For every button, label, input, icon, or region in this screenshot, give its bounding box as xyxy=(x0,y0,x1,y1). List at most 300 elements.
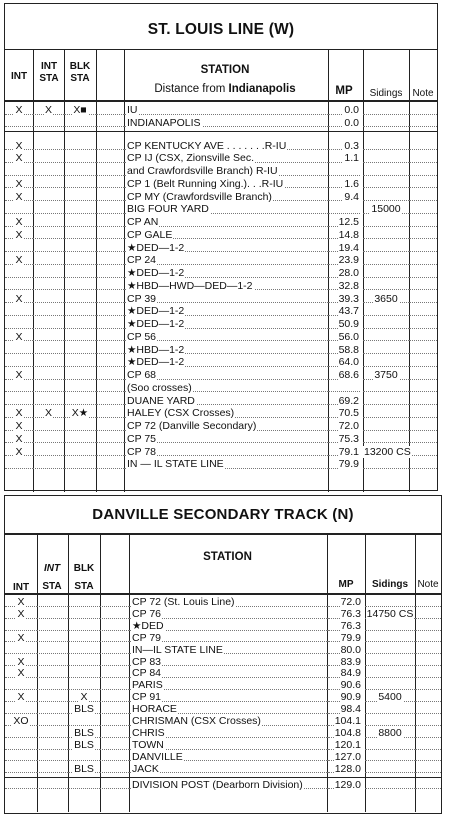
cell-sidings xyxy=(363,104,409,117)
table-row xyxy=(5,645,441,657)
cell-int-sta xyxy=(33,229,64,242)
dotted-leader xyxy=(409,187,437,188)
dotted-leader xyxy=(100,606,129,607)
dotted-leader xyxy=(68,618,100,619)
dotted-leader xyxy=(37,677,68,678)
cell-mp xyxy=(328,242,360,255)
dotted-leader xyxy=(64,353,96,354)
cell-sidings xyxy=(363,140,409,153)
dotted-leader xyxy=(33,340,64,341)
dotted-leader xyxy=(365,725,415,726)
dotted-leader xyxy=(363,114,409,115)
dotted-leader xyxy=(64,379,96,380)
table-row xyxy=(5,621,441,633)
cell-blk-sta xyxy=(68,740,100,752)
cell-sidings-text: 3750 xyxy=(374,369,398,381)
cell-mp-text: 14.8 xyxy=(338,228,359,241)
dotted-leader xyxy=(37,606,68,607)
cell-station-text: CP 24 xyxy=(127,254,156,267)
cell-mp xyxy=(328,369,360,382)
cell-int xyxy=(5,740,37,752)
col-header-blk-sta-1: BLK xyxy=(73,563,95,574)
cell-blk-sta-text: BLS xyxy=(74,762,94,775)
cell-sidings xyxy=(363,117,409,130)
dotted-leader xyxy=(100,725,129,726)
table-row xyxy=(5,305,437,318)
cell-mp-text: 129.0 xyxy=(334,778,361,791)
cell-station xyxy=(124,331,330,344)
dotted-leader xyxy=(409,442,437,443)
dotted-leader xyxy=(33,251,64,252)
dotted-leader xyxy=(37,665,68,666)
table-row xyxy=(5,609,441,621)
cell-int-text: X xyxy=(15,190,23,203)
cell-blank xyxy=(96,242,124,255)
dotted-leader xyxy=(33,315,64,316)
cell-int xyxy=(5,716,37,728)
cell-station-text: HALEY (CSX Crosses) xyxy=(127,407,235,420)
dotted-leader xyxy=(64,328,96,329)
cell-blank xyxy=(100,633,129,645)
dotted-leader xyxy=(64,315,96,316)
header-divider xyxy=(5,100,437,102)
cell-station xyxy=(124,254,330,267)
cell-blank xyxy=(100,680,129,692)
dotted-leader xyxy=(409,328,437,329)
cell-station-text: DANVILLE xyxy=(132,751,183,763)
cell-mp xyxy=(328,293,360,306)
cell-note xyxy=(409,293,437,306)
dotted-leader xyxy=(68,630,100,631)
cell-int-sta xyxy=(33,267,64,280)
cell-int-text: X xyxy=(15,330,23,343)
cell-note xyxy=(409,318,437,331)
dotted-leader xyxy=(96,404,124,405)
cell-mp xyxy=(328,203,360,216)
cell-int xyxy=(5,407,33,420)
cell-station-text: ★DED—1-2 xyxy=(127,241,185,254)
cell-blk-sta xyxy=(64,331,96,344)
cell-note xyxy=(409,458,437,471)
cell-int-text: X xyxy=(17,631,25,644)
dotted-leader xyxy=(415,725,441,726)
dotted-leader xyxy=(100,630,129,631)
cell-int-sta xyxy=(33,140,64,153)
cell-blk-sta xyxy=(64,117,96,130)
cell-mp-text: 68.6 xyxy=(338,369,359,381)
cell-mp-text: 75.3 xyxy=(338,432,359,445)
cell-blk-sta xyxy=(64,356,96,369)
dotted-leader xyxy=(409,302,437,303)
dotted-leader xyxy=(365,689,415,690)
dotted-leader xyxy=(409,430,437,431)
dotted-leader xyxy=(33,149,64,150)
cell-blank xyxy=(100,692,129,704)
dotted-leader xyxy=(96,162,124,163)
cell-station xyxy=(124,203,330,216)
cell-int-sta xyxy=(37,692,68,704)
dotted-leader xyxy=(363,468,409,469)
cell-blank xyxy=(100,740,129,752)
cell-station-text: CP 76 xyxy=(132,608,161,620)
cell-int xyxy=(5,254,33,267)
table-row xyxy=(5,740,441,752)
dotted-leader xyxy=(365,606,415,607)
cell-station-text: ★HBD—HWD—DED—1-2 xyxy=(127,279,253,292)
cell-mp-text: 104.1 xyxy=(334,715,361,727)
dotted-leader xyxy=(363,340,409,341)
dotted-leader xyxy=(64,251,96,252)
cell-mp-text: 90.9 xyxy=(340,691,361,704)
cell-mp xyxy=(328,254,360,267)
col-header-sidings: Sidings xyxy=(371,579,409,590)
dotted-leader xyxy=(5,772,37,773)
cell-blk-sta xyxy=(64,395,96,408)
cell-mp xyxy=(328,280,360,293)
dotted-leader xyxy=(96,430,124,431)
col-header-int-sta-1: INT xyxy=(40,61,58,72)
dotted-leader xyxy=(68,689,100,690)
dotted-leader xyxy=(96,149,124,150)
cell-note xyxy=(409,165,437,178)
cell-note xyxy=(415,645,441,657)
dotted-leader xyxy=(415,618,441,619)
cell-int xyxy=(5,165,33,178)
cell-sidings xyxy=(363,280,409,293)
dotted-leader xyxy=(409,289,437,290)
cell-int-sta-text: X xyxy=(44,407,52,420)
cell-blank xyxy=(96,382,124,395)
cell-note xyxy=(415,704,441,716)
cell-station xyxy=(124,407,330,420)
cell-sidings xyxy=(365,752,415,764)
cell-blank xyxy=(100,609,129,621)
dotted-leader xyxy=(33,175,64,176)
cell-sidings xyxy=(363,458,409,471)
col-header-station: STATION xyxy=(200,64,250,76)
table-row xyxy=(5,420,437,433)
dotted-leader xyxy=(365,641,415,642)
table-row xyxy=(5,657,441,669)
col-header-sidings: Sidings xyxy=(369,88,403,99)
cell-sidings xyxy=(363,203,409,216)
dotted-leader xyxy=(124,114,330,115)
cell-sidings xyxy=(363,382,409,395)
cell-note xyxy=(415,621,441,633)
dotted-leader xyxy=(37,749,68,750)
cell-blk-sta xyxy=(68,657,100,669)
table-row xyxy=(5,280,437,293)
cell-int xyxy=(5,395,33,408)
cell-blk-sta xyxy=(64,433,96,446)
cell-station-text: ★DED—1-2 xyxy=(127,356,185,369)
cell-station-text: DUANE YARD xyxy=(127,394,195,407)
dotted-leader xyxy=(415,772,441,773)
cell-note xyxy=(409,382,437,395)
cell-int-sta xyxy=(37,680,68,692)
dotted-leader xyxy=(96,289,124,290)
cell-note xyxy=(409,104,437,117)
cell-blank xyxy=(96,305,124,318)
cell-int-sta xyxy=(33,152,64,165)
cell-int xyxy=(5,609,37,621)
cell-int-text: X xyxy=(15,369,23,381)
dotted-leader xyxy=(33,226,64,227)
dotted-leader xyxy=(5,213,33,214)
dotted-leader xyxy=(363,251,409,252)
cell-sidings-text: 8800 xyxy=(378,726,402,739)
cell-mp-text: 0.3 xyxy=(344,139,359,152)
dotted-leader xyxy=(100,701,129,702)
dotted-leader xyxy=(363,264,409,265)
cell-sidings xyxy=(365,728,415,740)
header-divider xyxy=(5,593,441,595)
dotted-leader xyxy=(64,340,96,341)
cell-station-text: ★HBD—1-2 xyxy=(127,343,185,356)
cell-station xyxy=(129,704,329,716)
cell-sidings xyxy=(365,704,415,716)
cell-station-text: INDIANAPOLIS xyxy=(127,116,201,129)
dotted-leader xyxy=(415,653,441,654)
dotted-leader xyxy=(409,264,437,265)
cell-station xyxy=(124,140,330,153)
cell-note xyxy=(415,764,441,776)
table-row xyxy=(5,780,441,792)
dotted-leader xyxy=(5,366,33,367)
cell-blk-sta xyxy=(64,280,96,293)
cell-station xyxy=(129,668,329,680)
cell-int-sta xyxy=(37,704,68,716)
cell-blk-sta xyxy=(64,178,96,191)
cell-blk-sta xyxy=(64,407,96,420)
cell-station-text: CP 1 (Belt Running Xing.). . .R-IU xyxy=(127,177,284,190)
cell-sidings xyxy=(365,645,415,657)
dotted-leader xyxy=(64,430,96,431)
cell-int xyxy=(5,752,37,764)
cell-int-text: X xyxy=(15,216,23,228)
cell-station-text: IU xyxy=(127,104,138,116)
dotted-leader xyxy=(365,630,415,631)
cell-station xyxy=(129,645,329,657)
cell-int xyxy=(5,242,33,255)
dotted-leader xyxy=(363,200,409,201)
cell-int-text: X xyxy=(17,667,25,680)
cell-int-sta xyxy=(33,104,64,117)
cell-blk-sta xyxy=(68,645,100,657)
dotted-leader xyxy=(5,126,33,127)
cell-station-text: CP IJ (CSX, Zionsville Sec. xyxy=(127,152,255,165)
table-row xyxy=(5,764,441,776)
cell-station-text: ★DED xyxy=(132,620,164,632)
cell-mp-text: 23.9 xyxy=(338,254,359,267)
cell-station xyxy=(129,728,329,740)
cell-blk-sta xyxy=(64,344,96,357)
dotted-leader xyxy=(5,760,37,761)
dotted-leader xyxy=(100,653,129,654)
col-header-note: Note xyxy=(412,88,434,99)
cell-int-sta xyxy=(33,305,64,318)
cell-int-sta xyxy=(33,446,64,459)
dotted-leader xyxy=(64,289,96,290)
cell-int-sta xyxy=(37,657,68,669)
cell-blk-sta xyxy=(64,458,96,471)
dotted-leader xyxy=(415,749,441,750)
dotted-leader xyxy=(409,162,437,163)
dotted-leader xyxy=(37,737,68,738)
cell-note xyxy=(415,752,441,764)
cell-int-sta xyxy=(37,668,68,680)
cell-mp-text: 120.1 xyxy=(334,738,361,751)
dotted-leader xyxy=(64,391,96,392)
cell-blank xyxy=(96,178,124,191)
dotted-leader xyxy=(365,677,415,678)
cell-mp xyxy=(328,178,360,191)
dotted-leader xyxy=(363,175,409,176)
table-row xyxy=(5,668,441,680)
dotted-leader xyxy=(37,772,68,773)
dotted-leader xyxy=(5,277,33,278)
dotted-leader xyxy=(409,468,437,469)
cell-int-sta-text: X xyxy=(44,104,52,116)
cell-int-sta xyxy=(37,597,68,609)
dotted-leader xyxy=(33,366,64,367)
cell-int-sta xyxy=(37,780,68,792)
cell-blank xyxy=(100,728,129,740)
table-row xyxy=(5,382,437,395)
cell-note xyxy=(409,369,437,382)
cell-blank xyxy=(96,356,124,369)
table-row xyxy=(5,318,437,331)
cell-station-text: CP 68 xyxy=(127,369,156,381)
cell-mp xyxy=(328,420,360,433)
cell-sidings xyxy=(363,191,409,204)
dotted-leader xyxy=(64,442,96,443)
dotted-leader xyxy=(100,737,129,738)
cell-mp xyxy=(328,104,360,117)
col-header-int-sta-2: STA xyxy=(42,581,62,592)
cell-station xyxy=(124,178,330,191)
cell-note xyxy=(409,407,437,420)
table-row xyxy=(5,716,441,728)
dotted-leader xyxy=(33,353,64,354)
cell-sidings xyxy=(365,764,415,776)
dotted-leader xyxy=(64,264,96,265)
cell-station xyxy=(124,458,330,471)
cell-sidings xyxy=(363,433,409,446)
cell-int-text: X xyxy=(15,420,23,432)
cell-blk-sta xyxy=(68,752,100,764)
table-row xyxy=(5,752,441,764)
st-louis-line-table xyxy=(4,3,438,491)
cell-note xyxy=(409,433,437,446)
dotted-leader xyxy=(37,641,68,642)
dotted-leader xyxy=(33,289,64,290)
cell-sidings-text: 3650 xyxy=(374,292,398,305)
cell-station xyxy=(124,446,330,459)
cell-station xyxy=(124,152,330,165)
cell-int-sta xyxy=(33,117,64,130)
cell-mp-text: 28.0 xyxy=(338,267,359,279)
cell-blank xyxy=(96,216,124,229)
table-row xyxy=(5,728,441,740)
table-row xyxy=(5,165,437,178)
cell-int-sta xyxy=(37,728,68,740)
cell-sidings xyxy=(363,267,409,280)
cell-int xyxy=(5,331,33,344)
dotted-leader xyxy=(64,277,96,278)
cell-blank xyxy=(96,395,124,408)
dotted-leader xyxy=(5,630,37,631)
dotted-leader xyxy=(33,187,64,188)
cell-int xyxy=(5,293,33,306)
cell-blank xyxy=(100,780,129,792)
dotted-leader xyxy=(5,251,33,252)
cell-station xyxy=(129,597,329,609)
cell-station-text: CP 79 xyxy=(132,632,161,644)
cell-int-text: X xyxy=(15,104,23,116)
cell-int xyxy=(5,216,33,229)
cell-sidings xyxy=(363,344,409,357)
cell-blank xyxy=(100,764,129,776)
dotted-leader xyxy=(363,149,409,150)
cell-int-text: X xyxy=(17,607,25,620)
dotted-leader xyxy=(64,302,96,303)
cell-int-text: X xyxy=(15,139,23,152)
cell-int xyxy=(5,117,33,130)
dotted-leader xyxy=(37,725,68,726)
cell-mp xyxy=(328,356,360,369)
cell-blank xyxy=(96,446,124,459)
cell-blk-sta xyxy=(64,165,96,178)
cell-blank xyxy=(96,369,124,382)
cell-station xyxy=(124,433,330,446)
dotted-leader xyxy=(64,149,96,150)
cell-sidings xyxy=(363,395,409,408)
cell-int xyxy=(5,369,33,382)
dotted-leader xyxy=(100,760,129,761)
dotted-leader xyxy=(100,665,129,666)
cell-int-sta xyxy=(33,318,64,331)
cell-blk-sta xyxy=(68,609,100,621)
dotted-leader xyxy=(409,391,437,392)
cell-note xyxy=(409,242,437,255)
cell-blank xyxy=(96,191,124,204)
dotted-leader xyxy=(5,175,33,176)
cell-station xyxy=(129,657,329,669)
cell-int xyxy=(5,458,33,471)
dotted-leader xyxy=(96,126,124,127)
dotted-leader xyxy=(33,328,64,329)
dotted-leader xyxy=(363,442,409,443)
cell-station-text: CP 83 xyxy=(132,656,161,668)
dotted-leader xyxy=(363,328,409,329)
cell-int-sta xyxy=(37,740,68,752)
dotted-leader xyxy=(415,630,441,631)
col-header-int: INT xyxy=(10,71,28,82)
cell-note xyxy=(409,344,437,357)
cell-mp xyxy=(327,728,362,740)
table-row xyxy=(5,229,437,242)
dotted-leader xyxy=(33,213,64,214)
cell-note xyxy=(409,305,437,318)
cell-int-text: X xyxy=(15,292,23,305)
cell-int xyxy=(5,433,33,446)
cell-mp xyxy=(328,216,360,229)
cell-station-text: CP 78 xyxy=(127,445,156,458)
dotted-leader xyxy=(363,238,409,239)
dotted-leader xyxy=(363,126,409,127)
dotted-leader xyxy=(96,391,124,392)
